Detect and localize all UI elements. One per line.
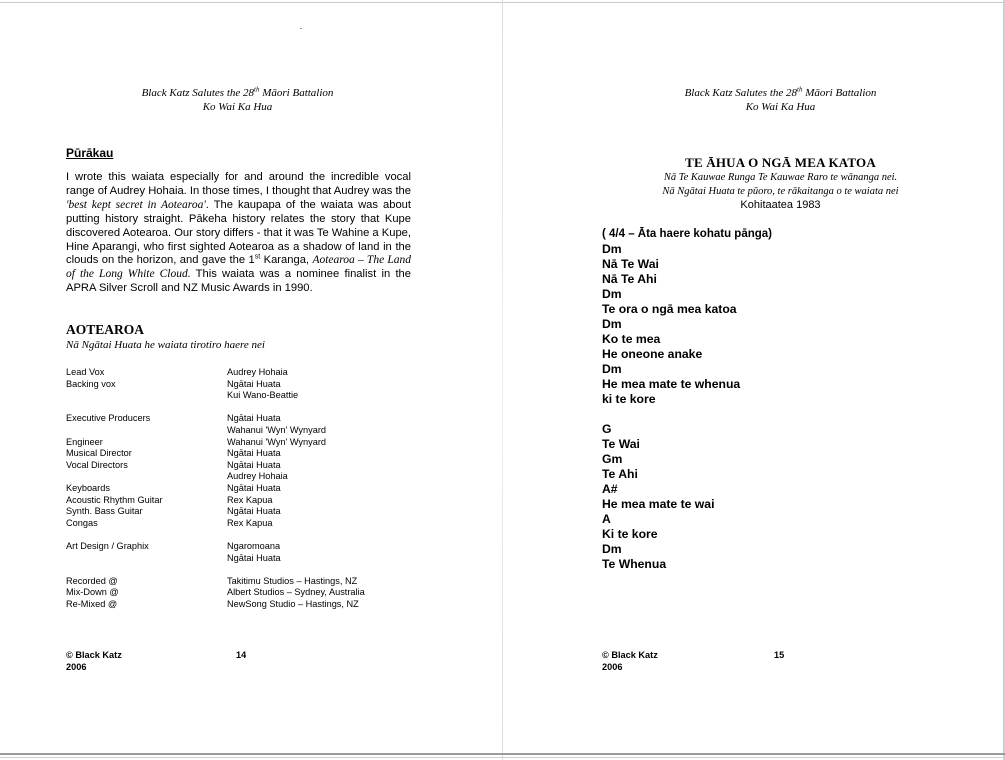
page-bottom-edge-shadow: [0, 757, 1005, 758]
credit-names: [227, 506, 426, 518]
credit-spacer: [66, 402, 426, 414]
lyric-line: He mea mate te wai: [602, 497, 715, 511]
credit-row: [66, 506, 426, 518]
header-line1: Black Katz Salutes the 28th Māori Battalion: [684, 85, 877, 99]
credit-names: [227, 460, 426, 483]
credit-role: Executive Producers: [66, 413, 151, 424]
lyric-line: Te Whenua: [602, 557, 667, 571]
tempo-marking: ( 4/4 – Āta haere kohatu pānga): [602, 228, 772, 240]
right-footer: [602, 650, 658, 673]
lyric-spacer: [602, 407, 922, 422]
credit-row: [66, 587, 426, 599]
purakau-heading: Pūrākau: [66, 146, 114, 160]
copyright-year: 2006: [602, 661, 623, 672]
lyric-line: Dm: [602, 242, 622, 256]
credit-name: Ngātai Huata: [227, 482, 281, 493]
credit-names: [227, 379, 426, 402]
credit-row: [66, 437, 426, 449]
credit-name: Ngātai Huata: [227, 448, 281, 459]
credit-role: Lead Vox: [66, 367, 105, 377]
left-page: [0, 0, 502, 760]
composition-year: Kohitaatea 1983: [740, 199, 821, 211]
credit-names: [227, 495, 426, 507]
right-page-header: [603, 86, 958, 114]
credit-name: Ngātai Huata: [227, 506, 281, 517]
credit-names: [227, 413, 426, 436]
lyric-line: Te Ahi: [602, 467, 638, 481]
right-page: [503, 0, 1005, 760]
copyright-text: © Black Katz: [66, 650, 122, 660]
credit-row: [66, 518, 426, 530]
subtitle-line2: Nā Ngātai Huata te pūoro, te rākaitanga o te waiata nei: [662, 186, 899, 197]
credit-row: [66, 460, 426, 483]
credit-spacer: [66, 529, 426, 541]
credit-names: [227, 518, 426, 530]
credit-names: [227, 367, 426, 379]
credit-names: [227, 437, 426, 449]
header-line2: Ko Wai Ka Hua: [202, 101, 273, 113]
credit-names: [227, 587, 426, 599]
subtitle-line1: Nā Te Kauwae Runga Te Kauwae Raro te wānanga nei.: [663, 172, 898, 183]
lyric-line: He oneone anake: [602, 347, 703, 361]
credit-role: Congas: [66, 517, 98, 528]
song-title-te-ahua: TE ĀHUA O NGĀ MEA KATOA: [685, 155, 876, 170]
credit-row: [66, 576, 426, 588]
left-footer: [66, 650, 122, 673]
lyric-line: Te ora o ngā mea katoa: [602, 302, 737, 316]
page-number-right: 15: [774, 650, 785, 660]
lyric-line: Nā Te Wai: [602, 257, 659, 271]
lyric-line: Dm: [602, 362, 622, 376]
lyric-line: ki te kore: [602, 392, 656, 406]
credit-names: [227, 541, 426, 564]
credit-name: Rex Kapua: [227, 517, 273, 528]
credit-row: [66, 448, 426, 460]
credit-role: Recorded @: [66, 575, 118, 586]
credit-role: Musical Director: [66, 448, 132, 459]
credit-role: Synth. Bass Guitar: [66, 506, 143, 517]
credit-name: Kui Wano-Beattie: [227, 390, 299, 401]
credit-name: Ngaromoana: [227, 540, 281, 551]
credit-role: Keyboards: [66, 482, 110, 493]
credit-names: [227, 483, 426, 495]
credit-name: Ngātai Huata: [227, 413, 281, 424]
lyric-line: Nā Te Ahi: [602, 272, 657, 286]
copyright-text: © Black Katz: [602, 650, 658, 660]
lyric-line: Gm: [602, 452, 623, 466]
header-line2: Ko Wai Ka Hua: [745, 101, 816, 113]
credit-name: Takitimu Studios – Hastings, NZ: [227, 575, 358, 586]
credit-role: Vocal Directors: [66, 459, 128, 470]
page-bottom-edge: [0, 753, 1005, 755]
song-subtitle-aotearoa: Nā Ngātai Huata he waiata tirotiro haere nei: [66, 339, 265, 351]
header-line1: Black Katz Salutes the 28th Māori Battalion: [141, 85, 334, 99]
credit-name: Albert Studios – Sydney, Australia: [227, 587, 365, 598]
credit-row: [66, 599, 426, 611]
lyric-line: A#: [602, 482, 618, 496]
credit-name: Rex Kapua: [227, 494, 273, 505]
lyrics-block: [602, 227, 922, 572]
lyric-line: Ki te kore: [602, 527, 658, 541]
copyright-year: 2006: [66, 661, 87, 672]
lyric-line: Ko te mea: [602, 332, 661, 346]
credit-row: [66, 541, 426, 564]
credit-name: NewSong Studio – Hastings, NZ: [227, 598, 359, 609]
credit-name: Wahanui 'Wyn' Wynyard: [227, 436, 326, 447]
credit-role: Re-Mixed @: [66, 598, 118, 609]
credit-row: [66, 413, 426, 436]
lyric-line: Te Wai: [602, 437, 640, 451]
credit-row: [66, 483, 426, 495]
credit-names: [227, 576, 426, 588]
credit-name: Ngātai Huata: [227, 378, 281, 389]
credit-name: Wahanui 'Wyn' Wynyard: [227, 424, 326, 435]
credit-row: [66, 495, 426, 507]
credit-role: Mix-Down @: [66, 587, 119, 598]
song-subtitle-te-ahua: [603, 171, 958, 199]
credit-role: Art Design / Graphix: [66, 540, 149, 551]
lyric-line: A: [602, 512, 611, 526]
credit-names: [227, 599, 426, 611]
page-number-left: 14: [236, 650, 247, 660]
credit-name: Audrey Hohaia: [227, 367, 288, 377]
lyric-line: Dm: [602, 287, 622, 301]
credit-name: Audrey Hohaia: [227, 471, 288, 482]
left-page-header: [60, 86, 415, 114]
lyric-line: Dm: [602, 317, 622, 331]
lyric-line: Dm: [602, 542, 622, 556]
song-title-aotearoa: AOTEAROA: [66, 322, 145, 337]
credit-role: Engineer: [66, 436, 103, 447]
credit-name: Ngātai Huata: [227, 459, 281, 470]
credit-row: [66, 367, 426, 379]
story-paragraph: I wrote this waiata especially for and around the incredible vocal range of Audrey Hohaia. In those times, I thought that Audrey was the 'best kept secret in Aotearoa'. The kaupapa of the waiata was about putting history straight. Pākeha history relates the story that Kupe discovered Aotearoa. Our story differs - that it was Te Wahine a Kupe, Hine Aparangi, who first sighted Aotearoa as a shadow of land in the clouds on the horizon, and gave the 1st Karanga, Aotearoa – The Land of the Long White Cloud. This waiata was a nominee finalist in the APRA Silver Scroll and NZ Music Awards in 1990.: [66, 171, 411, 295]
lyric-line: He mea mate te whenua: [602, 377, 741, 391]
credit-row: [66, 379, 426, 402]
credit-names: [227, 448, 426, 460]
credit-role: Backing vox: [66, 378, 116, 389]
lyric-line: G: [602, 422, 612, 436]
credit-role: Acoustic Rhythm Guitar: [66, 494, 163, 505]
credits-list: [66, 367, 426, 610]
credit-name: Ngātai Huata: [227, 552, 281, 563]
credit-spacer: [66, 564, 426, 576]
